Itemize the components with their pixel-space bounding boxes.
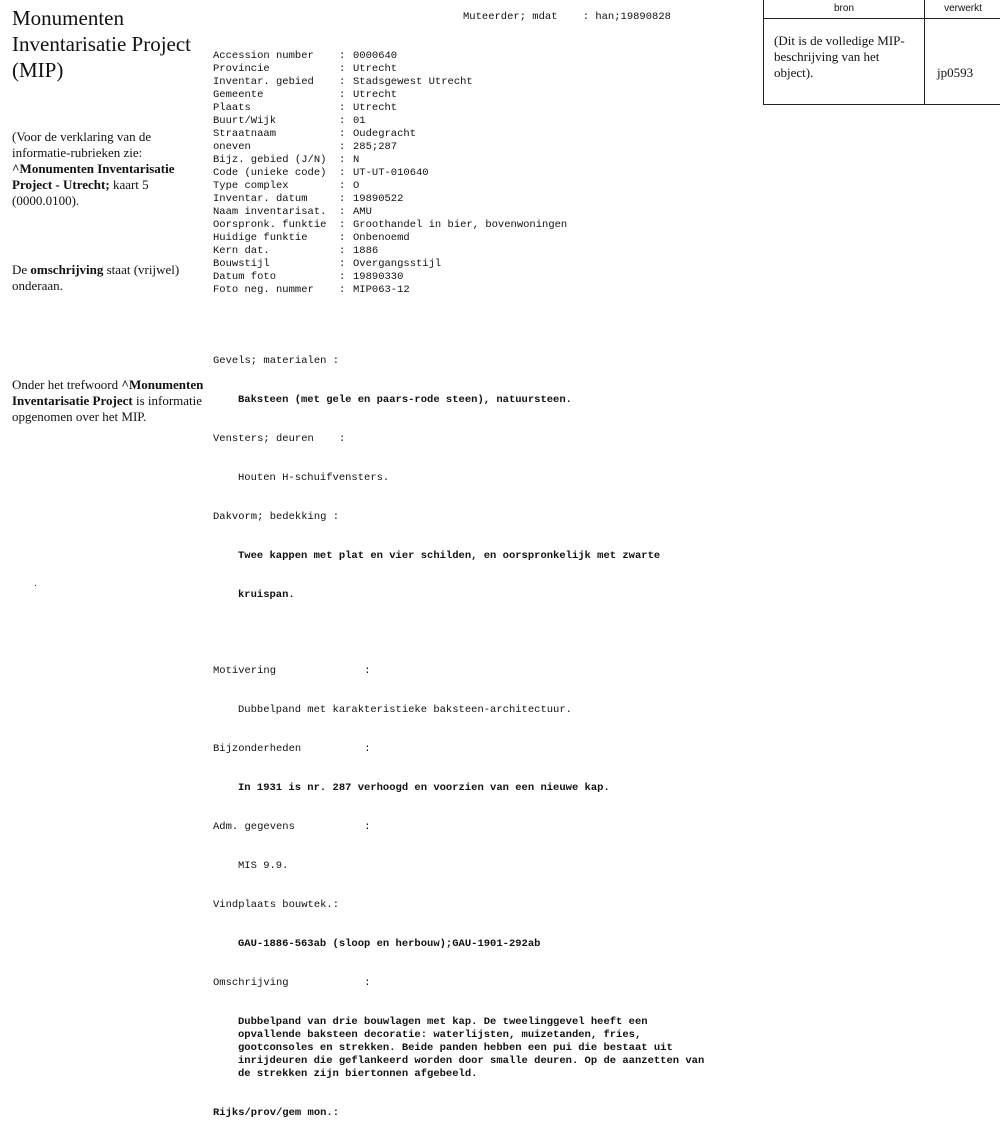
- record-fields: [213, 50, 753, 297]
- bron-header: bron: [833, 3, 854, 14]
- box-header: [764, 0, 1000, 19]
- field-value: Groothandel in bier, bovenwoningen: [353, 219, 568, 231]
- field-label: Inventar. gebied: [213, 76, 314, 88]
- note-text: Onder het trefwoord: [12, 377, 122, 392]
- omschrijving-line: inrijdeuren die geflankeerd worden door smalle deuren. Op de aanzetten van: [238, 1055, 705, 1067]
- field-separator: :: [339, 102, 346, 114]
- field-separator: :: [339, 63, 346, 75]
- field-value: Overgangsstijl: [353, 258, 442, 270]
- field-separator: :: [339, 219, 346, 231]
- field-separator: :: [339, 76, 346, 88]
- omschrijving-text: [213, 1016, 753, 1081]
- section-value: Dubbelpand met karakteristieke baksteen-architectuur.: [238, 704, 572, 716]
- record-field-row: [213, 193, 753, 206]
- field-label: Bouwstijl: [213, 258, 270, 270]
- field-separator: :: [339, 245, 346, 257]
- page-title: Monumenten Inventarisatie Project (MIP): [12, 6, 192, 82]
- record-field-row: [213, 206, 753, 219]
- record-field-row: [213, 271, 753, 284]
- record-field-row: [213, 141, 753, 154]
- field-value: 19890330: [353, 271, 404, 283]
- field-label: Oorspronk. funktie: [213, 219, 327, 231]
- record-field-row: [213, 154, 753, 167]
- field-separator: :: [339, 232, 346, 244]
- stray-dot: .: [34, 578, 37, 589]
- record-field-row: [213, 63, 753, 76]
- field-separator: :: [339, 154, 346, 166]
- record-field-row: [213, 258, 753, 271]
- info-note-trefwoord: [12, 377, 212, 425]
- field-value: 01: [353, 115, 366, 127]
- field-separator: :: [339, 284, 346, 296]
- field-separator: :: [339, 115, 346, 127]
- section-heading: Bijzonderheden :: [213, 743, 371, 755]
- section-value: Baksteen (met gele en paars-rode steen), natuursteen.: [238, 394, 572, 406]
- field-value: UT-UT-010640: [353, 167, 429, 179]
- field-separator: :: [339, 180, 346, 192]
- section-heading: Rijks/prov/gem mon.:: [213, 1107, 340, 1119]
- note-text: kaart 5 (0000.0100).: [12, 177, 149, 208]
- field-label: Buurt/Wijk: [213, 115, 277, 127]
- field-separator: :: [339, 271, 346, 283]
- field-value: 285;287: [353, 141, 398, 153]
- muteerder-field: Muteerder; mdat : han;19890828: [463, 11, 671, 23]
- record-field-row: [213, 167, 753, 180]
- field-separator: :: [339, 167, 346, 179]
- record-field-row: [213, 89, 753, 102]
- field-value: N: [353, 154, 360, 166]
- field-separator: :: [339, 258, 346, 270]
- field-value: 0000640: [353, 50, 398, 62]
- bron-description: (Dit is de volledige MIP-beschrijving van het object).: [774, 33, 905, 80]
- section-value: MIS 9.9.: [238, 860, 289, 872]
- field-label: Datum foto: [213, 271, 277, 283]
- field-value: O: [353, 180, 360, 192]
- record-field-row: [213, 245, 753, 258]
- field-value: 19890522: [353, 193, 404, 205]
- field-value: Utrecht: [353, 102, 398, 114]
- omschrijving-line: gootconsoles en strekken. Beide panden hebben een pui die bestaat uit: [238, 1042, 673, 1054]
- verwerkt-header: verwerkt: [944, 3, 982, 14]
- note-text: (Voor de verklaring van de informatie-rubrieken zie:: [12, 129, 152, 160]
- note-link-mip[interactable]: ^Monumenten Inventarisatie Project: [12, 377, 204, 408]
- field-value: 1886: [353, 245, 379, 257]
- field-label: Accession number: [213, 50, 314, 62]
- mip-record: [213, 11, 753, 1133]
- field-label: oneven: [213, 141, 251, 153]
- field-separator: :: [339, 193, 346, 205]
- field-label: Straatnaam: [213, 128, 277, 140]
- section-heading: Gevels; materialen :: [213, 355, 340, 367]
- omschrijving-line: opvallende baksteen decoratie: waterlijsten, muizetanden, fries,: [238, 1029, 642, 1041]
- field-label: Plaats: [213, 102, 251, 114]
- section-heading: Adm. gegevens :: [213, 821, 371, 833]
- record-field-row: [213, 180, 753, 193]
- section-heading: Vensters; deuren :: [213, 433, 346, 445]
- note-text: staat (vrijwel) onderaan.: [12, 262, 180, 293]
- record-field-row: [213, 115, 753, 128]
- verwerkt-code: jp0593: [937, 65, 974, 80]
- field-label: Gemeente: [213, 89, 264, 101]
- section-value: In 1931 is nr. 287 verhoogd en voorzien van een nieuwe kap.: [238, 782, 610, 794]
- note-text: De: [12, 262, 31, 277]
- info-note-omschrijving: [12, 262, 212, 294]
- field-separator: :: [339, 89, 346, 101]
- record-field-row: [213, 232, 753, 245]
- record-field-row: [213, 76, 753, 89]
- note-emphasis: omschrijving: [30, 262, 104, 277]
- field-label: Code (unieke code): [213, 167, 327, 179]
- field-value: MIP063-12: [353, 284, 410, 296]
- omschrijving-line: Dubbelpand van drie bouwlagen met kap. De tweelinggevel heeft een: [238, 1016, 648, 1028]
- field-separator: :: [339, 206, 346, 218]
- field-label: Foto neg. nummer: [213, 284, 314, 296]
- bron-verwerkt-box: [763, 0, 1000, 105]
- field-value: Utrecht: [353, 63, 398, 75]
- section-value: Twee kappen met plat en vier schilden, en oorspronkelijk met zwarte: [238, 550, 661, 562]
- field-separator: :: [339, 50, 346, 62]
- field-label: Kern dat.: [213, 245, 270, 257]
- field-label: Huidige funktie: [213, 232, 308, 244]
- section-heading: Omschrijving :: [213, 977, 371, 989]
- field-value: Stadsgewest Utrecht: [353, 76, 473, 88]
- section-heading: Motivering :: [213, 665, 371, 677]
- record-field-row: [213, 102, 753, 115]
- field-label: Provincie: [213, 63, 270, 75]
- record-field-row: [213, 128, 753, 141]
- field-separator: :: [339, 141, 346, 153]
- omschrijving-line: de strekken zijn biertonnen afgebeeld.: [238, 1068, 478, 1080]
- field-label: Type complex: [213, 180, 289, 192]
- field-value: Utrecht: [353, 89, 398, 101]
- record-field-row: [213, 219, 753, 232]
- section-value: Houten H-schuifvensters.: [238, 472, 390, 484]
- field-label: Bijz. gebied (J/N): [213, 154, 327, 166]
- note-text: is informatie opgenomen over het MIP.: [12, 393, 203, 424]
- info-note-verklaring: [12, 129, 212, 209]
- record-field-row: [213, 50, 753, 63]
- field-label: Inventar. datum: [213, 193, 308, 205]
- record-field-row: [213, 284, 753, 297]
- column-divider: [924, 0, 925, 104]
- note-link-mip-utrecht[interactable]: ^Monumenten Inventarisatie Project - Utrecht;: [12, 161, 175, 192]
- section-heading: Dakvorm; bedekking :: [213, 511, 340, 523]
- field-value: Onbenoemd: [353, 232, 410, 244]
- section-value: GAU-1886-563ab (sloop en herbouw);GAU-1901-292ab: [238, 938, 541, 950]
- field-value: Oudegracht: [353, 128, 417, 140]
- field-separator: :: [339, 128, 346, 140]
- field-value: AMU: [353, 206, 372, 218]
- section-heading: Vindplaats bouwtek.:: [213, 899, 340, 911]
- field-label: Naam inventarisat.: [213, 206, 327, 218]
- section-value: kruispan.: [238, 589, 295, 601]
